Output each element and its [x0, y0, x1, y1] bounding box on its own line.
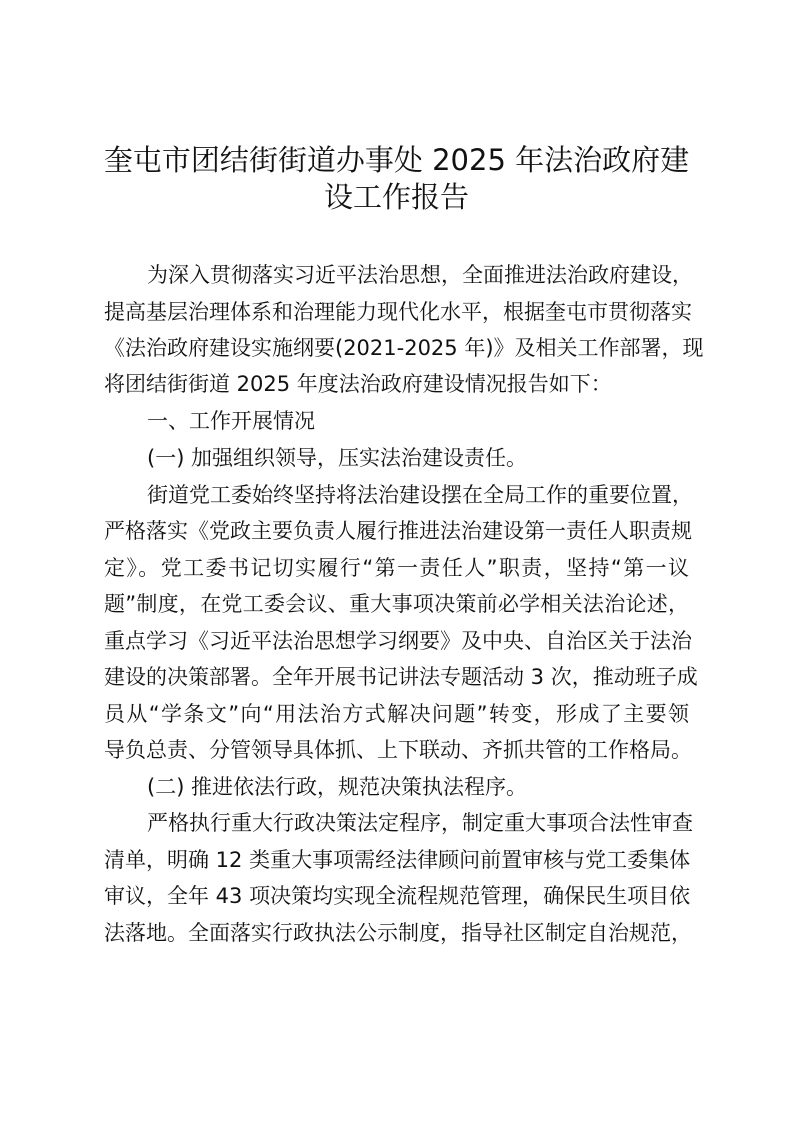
body-line-3: 《法治政府建设实施纲要(2021-2025 年)》及相关工作部署，现: [104, 336, 704, 360]
body-line-14: 清单，明确 12 类重大事项需经法律顾问前置审核与党工委集体: [104, 848, 691, 872]
section-heading-1: 一、工作开展情况: [147, 409, 315, 433]
body-line-9: 重点学习《习近平法治思想学习纲要》及中央、自治区关于法治: [104, 629, 692, 653]
body-line-6: 严格落实《党政主要负责人履行推进法治建设第一责任人职责规: [104, 519, 692, 543]
body-line-4: 将团结街街道 2025 年度法治政府建设情况报告如下：: [104, 372, 612, 396]
body-line-8: 题”制度，在党工委会议、重大事项决策前必学相关法治论述，: [104, 592, 689, 616]
body-line-10: 建设的决策部署。全年开展书记讲法专题活动 3 次，推动班子成: [104, 665, 698, 689]
subsection-heading-1: (一) 加强组织领导，压实法治建设责任。: [147, 446, 528, 470]
body-line-16: 法落地。全面落实行政执法公示制度，指导社区制定自治规范，: [104, 921, 692, 945]
body-line-2: 提高基层治理体系和治理能力现代化水平，根据奎屯市贯彻落实: [104, 300, 692, 324]
body-line-7: 定》。党工委书记切实履行“第一责任人”职责，坚持“第一议: [104, 556, 689, 580]
body-line-1: 为深入贯彻落实习近平法治思想，全面推进法治政府建设，: [147, 263, 693, 287]
body-line-12: 导负总责、分管领导具体抓、上下联动、齐抓共管的工作格局。: [104, 738, 692, 762]
report-title-line-2: 设工作报告: [323, 180, 469, 214]
body-line-13: 严格执行重大行政决策法定程序，制定重大事项合法性审查: [147, 811, 693, 835]
report-title-line-1: 奎屯市团结街街道办事处 2025 年法治政府建: [103, 143, 690, 177]
body-line-5: 街道党工委始终坚持将法治建设摆在全局工作的重要位置，: [147, 483, 693, 507]
body-line-11: 员从“学条文”向“用法治方式解决问题”转变，形成了主要领: [104, 702, 689, 726]
subsection-heading-2: (二) 推进依法行政，规范决策执法程序。: [147, 775, 528, 799]
body-line-15: 审议，全年 43 项决策均实现全流程规范管理，确保民生项目依: [104, 884, 691, 908]
